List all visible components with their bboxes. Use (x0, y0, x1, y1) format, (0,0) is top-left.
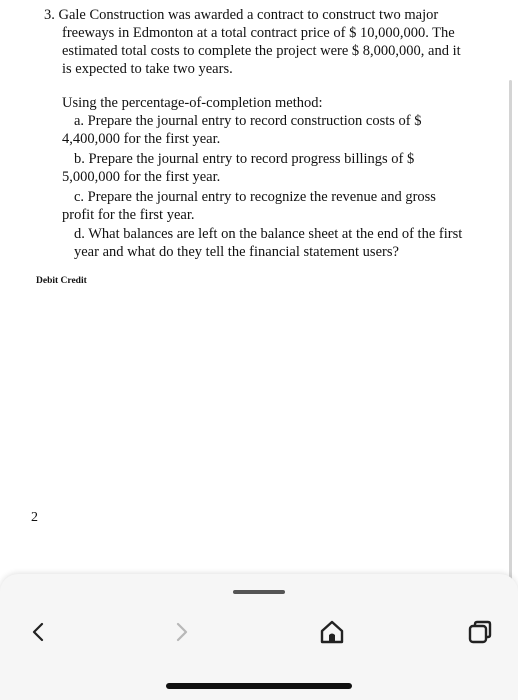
forward-button[interactable] (164, 614, 200, 650)
intro-line: estimated total costs to complete the project were $ 8,000,000, and it (62, 43, 461, 59)
tabs-button[interactable] (462, 614, 498, 650)
chevron-right-icon (172, 620, 192, 644)
chevron-left-icon (28, 620, 48, 644)
toolbar-grabber[interactable] (233, 590, 285, 594)
part-d-line2: year and what do they tell the financial statement users? (74, 244, 399, 260)
part-a-line2: 4,400,000 for the first year. (62, 131, 221, 147)
part-c-line1: c. Prepare the journal entry to recognize the revenue and gross (74, 189, 436, 205)
browser-toolbar (0, 574, 518, 700)
question-intro (44, 6, 494, 78)
intro-line: freeways in Edmonton at a total contract price of $ 10,000,000. The (62, 25, 455, 41)
intro-line: 3. Gale Construction was awarded a contract to construct two major (44, 7, 439, 23)
intro-line: is expected to take two years. (62, 61, 233, 77)
home-icon (318, 618, 346, 646)
part-d-line1: d. What balances are left on the balance sheet at the end of the first (74, 226, 463, 242)
home-indicator[interactable] (166, 683, 352, 689)
home-button[interactable] (314, 614, 350, 650)
part-b-line1: b. Prepare the journal entry to record progress billings of $ (74, 151, 415, 167)
part-c-line2: profit for the first year. (62, 207, 195, 223)
tabs-icon (466, 618, 494, 646)
table-header: Debit Credit (36, 276, 87, 286)
part-b-line2: 5,000,000 for the first year. (62, 169, 221, 185)
page-number: 2 (31, 510, 38, 525)
back-button[interactable] (20, 614, 56, 650)
part-a-line1: a. Prepare the journal entry to record construction costs of $ (74, 113, 422, 129)
scrollbar[interactable] (509, 80, 512, 580)
method-line: Using the percentage-of-completion method: (62, 95, 323, 111)
